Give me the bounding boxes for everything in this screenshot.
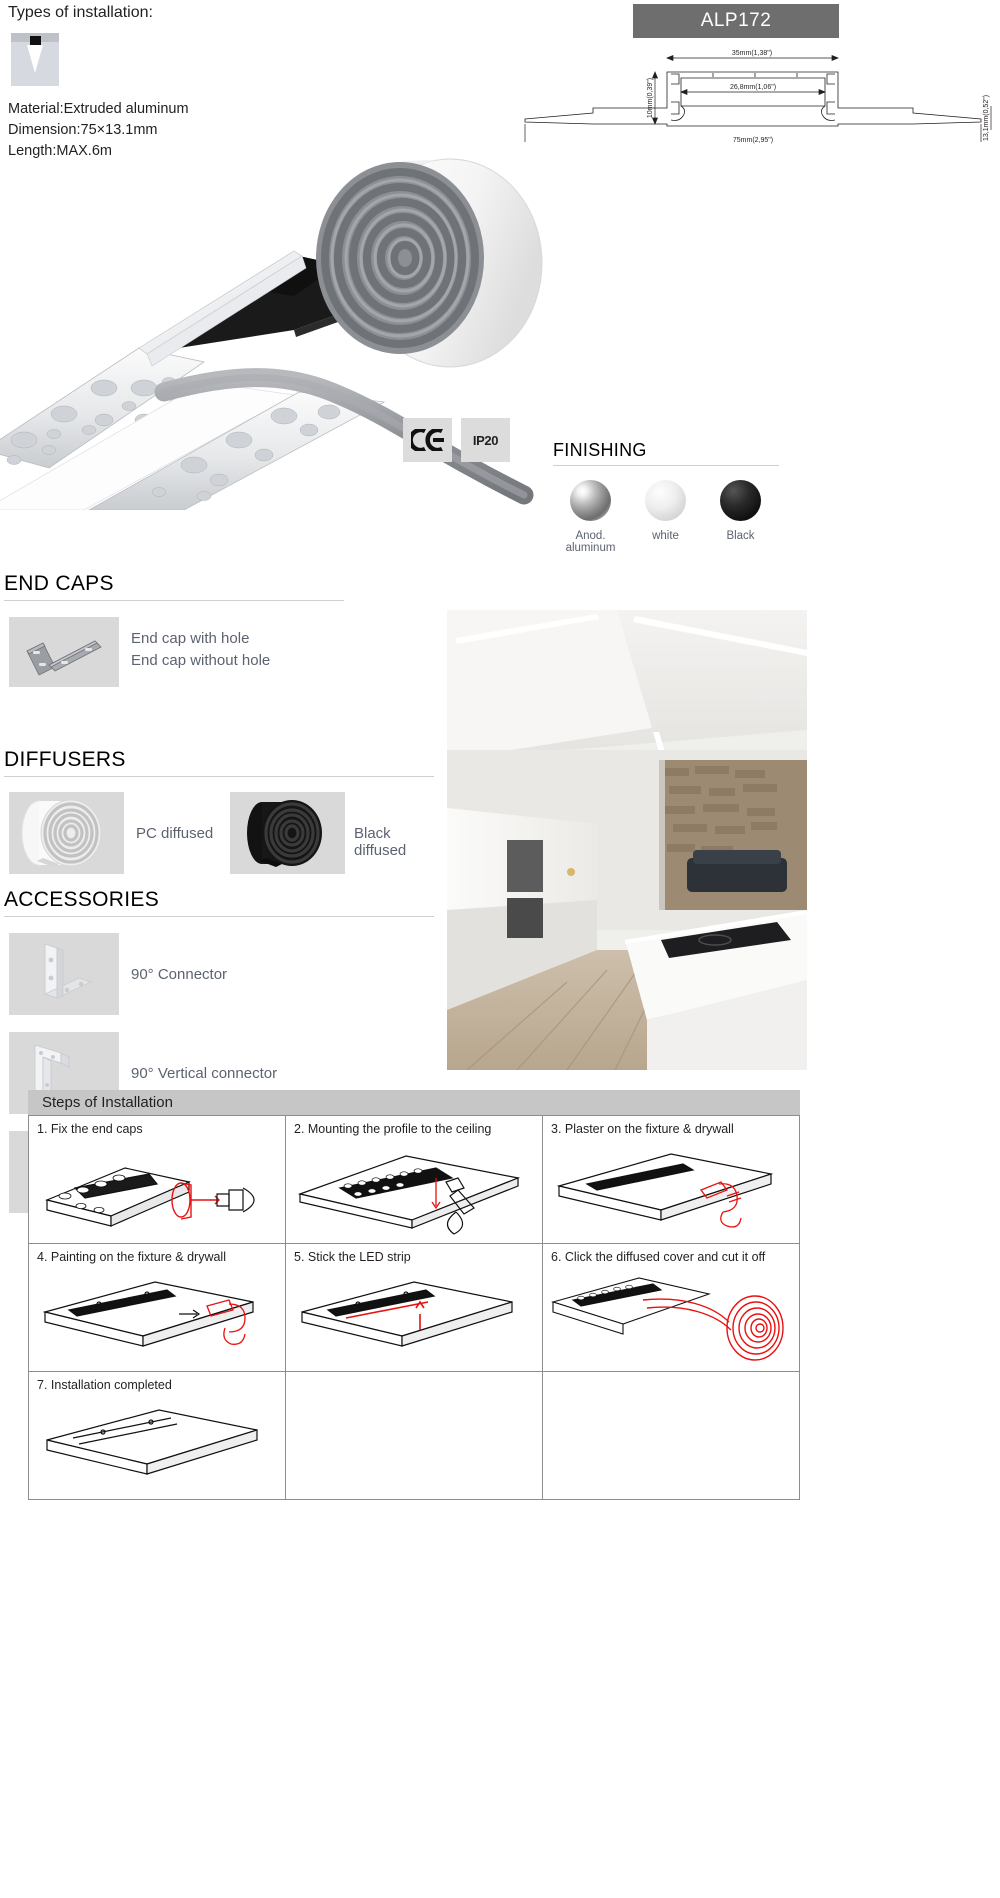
spec-dimension: Dimension:75×13.1mm xyxy=(8,122,158,138)
model-number-badge: ALP172 xyxy=(633,4,839,38)
step-caption-7: 7. Installation completed xyxy=(37,1378,172,1392)
step-art-7 xyxy=(29,1394,285,1498)
step-caption-2: 2. Mounting the profile to the ceiling xyxy=(294,1122,492,1136)
finishing-section xyxy=(553,440,779,554)
end-cap-with-hole-label: End cap with hole xyxy=(131,630,250,647)
ip-rating-icon xyxy=(461,418,510,462)
pc-diffused-thumbnail xyxy=(9,792,124,874)
diffusers-title: DIFFUSERS xyxy=(4,748,126,771)
step-cell-1 xyxy=(29,1116,286,1244)
step-cell-3 xyxy=(543,1116,800,1244)
vertical-connector-90-label: 90° Vertical connector xyxy=(131,1065,278,1082)
accessories-title: ACCESSORIES xyxy=(4,888,160,911)
step-caption-1: 1. Fix the end caps xyxy=(37,1122,143,1136)
finish-label-black: Black xyxy=(726,530,755,542)
end-caps-title: END CAPS xyxy=(4,572,114,595)
step-cell-4 xyxy=(29,1244,286,1372)
step-caption-4: 4. Painting on the fixture & drywall xyxy=(37,1250,226,1264)
black-ball-icon xyxy=(720,480,761,521)
step-cell-5 xyxy=(286,1244,543,1372)
ip-rating-label: IP20 xyxy=(472,432,499,448)
step-caption-5: 5. Stick the LED strip xyxy=(294,1250,411,1264)
spec-length: Length:MAX.6m xyxy=(8,143,112,159)
end-caps-section xyxy=(4,572,344,669)
diffusers-row xyxy=(9,792,439,874)
black-diffused-thumbnail xyxy=(230,792,345,874)
diffuser-coil-illustration xyxy=(290,128,555,388)
steps-grid xyxy=(28,1115,800,1500)
step-art-1 xyxy=(29,1138,285,1242)
finish-option-black[interactable] xyxy=(703,480,778,554)
types-of-installation-title: Types of installation: xyxy=(8,4,153,21)
step-cell-9 xyxy=(543,1372,800,1500)
white-ball-icon xyxy=(645,480,686,521)
spec-material: Material:Extruded aluminum xyxy=(8,101,189,117)
step-cell-6 xyxy=(543,1244,800,1372)
step-art-6 xyxy=(543,1266,799,1370)
steps-of-installation-section xyxy=(28,1090,800,1500)
anodized-aluminum-ball-icon xyxy=(570,480,611,521)
dim-inner-label: 26,8mm(1,06") xyxy=(729,84,777,91)
connector-90-thumbnail xyxy=(9,933,119,1015)
step-art-5 xyxy=(286,1266,542,1370)
finishing-divider xyxy=(553,465,779,466)
step-cell-2 xyxy=(286,1116,543,1244)
certification-badges xyxy=(403,418,510,462)
diffusers-divider xyxy=(4,776,434,777)
diffusers-section xyxy=(4,748,434,859)
end-caps-divider xyxy=(4,600,344,601)
dim-bottom-label: 75mm(2,95") xyxy=(732,137,774,144)
finishing-title: FINISHING xyxy=(553,440,647,460)
installation-type-icon xyxy=(11,33,59,86)
dim-right-label: 13,1mm(0,52") xyxy=(983,94,990,142)
connector-90-label: 90° Connector xyxy=(131,966,228,983)
step-caption-6: 6. Click the diffused cover and cut it off xyxy=(551,1250,766,1264)
step-art-3 xyxy=(543,1138,799,1242)
cross-section-technical-drawing xyxy=(505,44,1000,144)
light-beam xyxy=(27,45,43,73)
dim-left-label: 10mm(0,39") xyxy=(647,77,654,119)
finish-option-white[interactable] xyxy=(628,480,703,554)
end-caps-thumbnail xyxy=(9,617,119,687)
finishing-swatch-row xyxy=(553,480,779,554)
end-cap-without-hole-label: End cap without hole xyxy=(131,652,271,669)
step-caption-3: 3. Plaster on the fixture & drywall xyxy=(551,1122,734,1136)
step-cell-7 xyxy=(29,1372,286,1500)
pc-diffused-label: PC diffused xyxy=(136,825,214,842)
accessories-section xyxy=(4,888,434,1082)
finish-option-anodized[interactable] xyxy=(553,480,628,554)
step-art-4 xyxy=(29,1266,285,1370)
dim-top-label: 35mm(1,38") xyxy=(731,50,773,57)
finish-label-white: white xyxy=(652,530,679,542)
ce-mark-icon xyxy=(403,418,452,462)
application-photo xyxy=(447,610,807,1070)
steps-header: Steps of Installation xyxy=(28,1090,800,1115)
finish-label-anodized: Anod. aluminum xyxy=(565,530,616,554)
step-cell-8 xyxy=(286,1372,543,1500)
step-art-2 xyxy=(286,1138,542,1242)
accessories-divider xyxy=(4,916,434,917)
end-caps-labels xyxy=(131,628,270,672)
black-diffused-label: Black diffused xyxy=(354,825,407,859)
